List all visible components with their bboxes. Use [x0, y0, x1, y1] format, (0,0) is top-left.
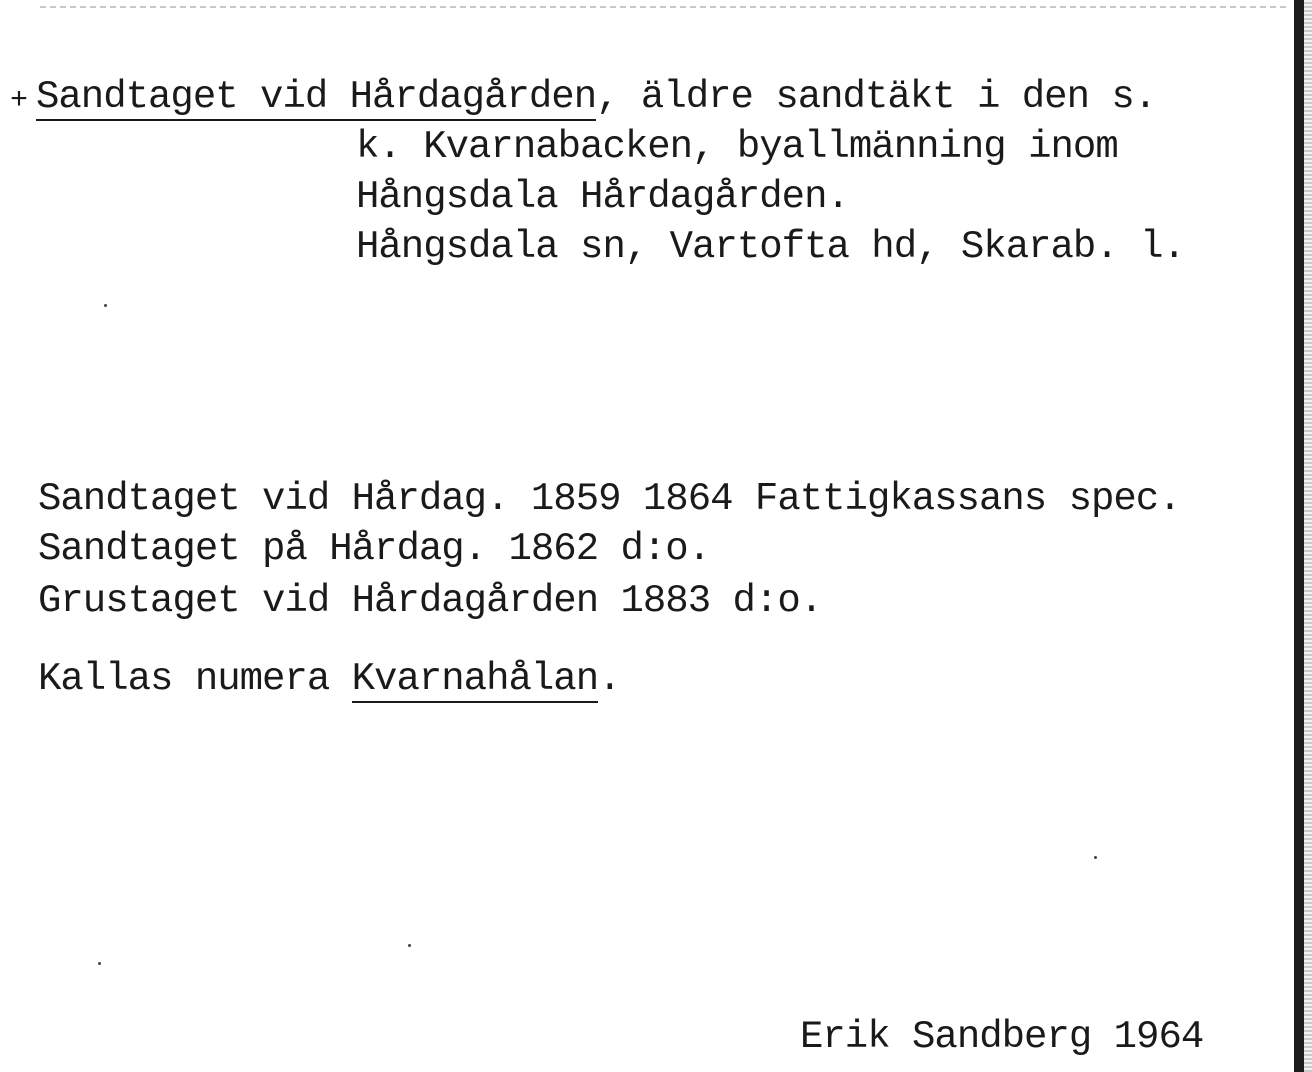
- entry-line-1: [36, 72, 1156, 122]
- scan-speck: [104, 304, 107, 307]
- signature: Erik Sandberg 1964: [800, 1015, 1204, 1059]
- source-line-3: Grustaget vid Hårdagården 1883 d:o.: [38, 579, 823, 623]
- scan-speck: [1094, 856, 1097, 859]
- source-line-2: Sandtaget på Hårdag. 1862 d:o.: [38, 527, 711, 571]
- entry-line-4: Hångsdala sn, Vartofta hd, Skarab. l.: [356, 225, 1185, 269]
- scan-speck: [408, 944, 411, 947]
- entry-line-2: k. Kvarnabacken, byallmänning inom: [356, 125, 1118, 169]
- note-place-name: Kvarnahålan: [351, 657, 599, 701]
- entry-line-3: Hångsdala Hårdagården.: [356, 175, 849, 219]
- entry-marker: +: [10, 84, 29, 118]
- note-prefix: Kallas numera: [38, 657, 352, 701]
- source-line-1: Sandtaget vid Hårdag. 1859 1864 Fattigkassans spec.: [38, 477, 1181, 521]
- entry-line-1-rest: , äldre sandtäkt i den s.: [596, 75, 1157, 119]
- note-suffix: .: [598, 657, 621, 701]
- entry-headword: Sandtaget vid Hårdagården: [36, 75, 597, 119]
- scan-edge-top: [40, 6, 1290, 8]
- note-line: [38, 654, 621, 704]
- scan-edge-right: [1294, 0, 1304, 1072]
- scan-speck: [98, 962, 101, 965]
- scan-edge-right-texture: [1304, 0, 1312, 1072]
